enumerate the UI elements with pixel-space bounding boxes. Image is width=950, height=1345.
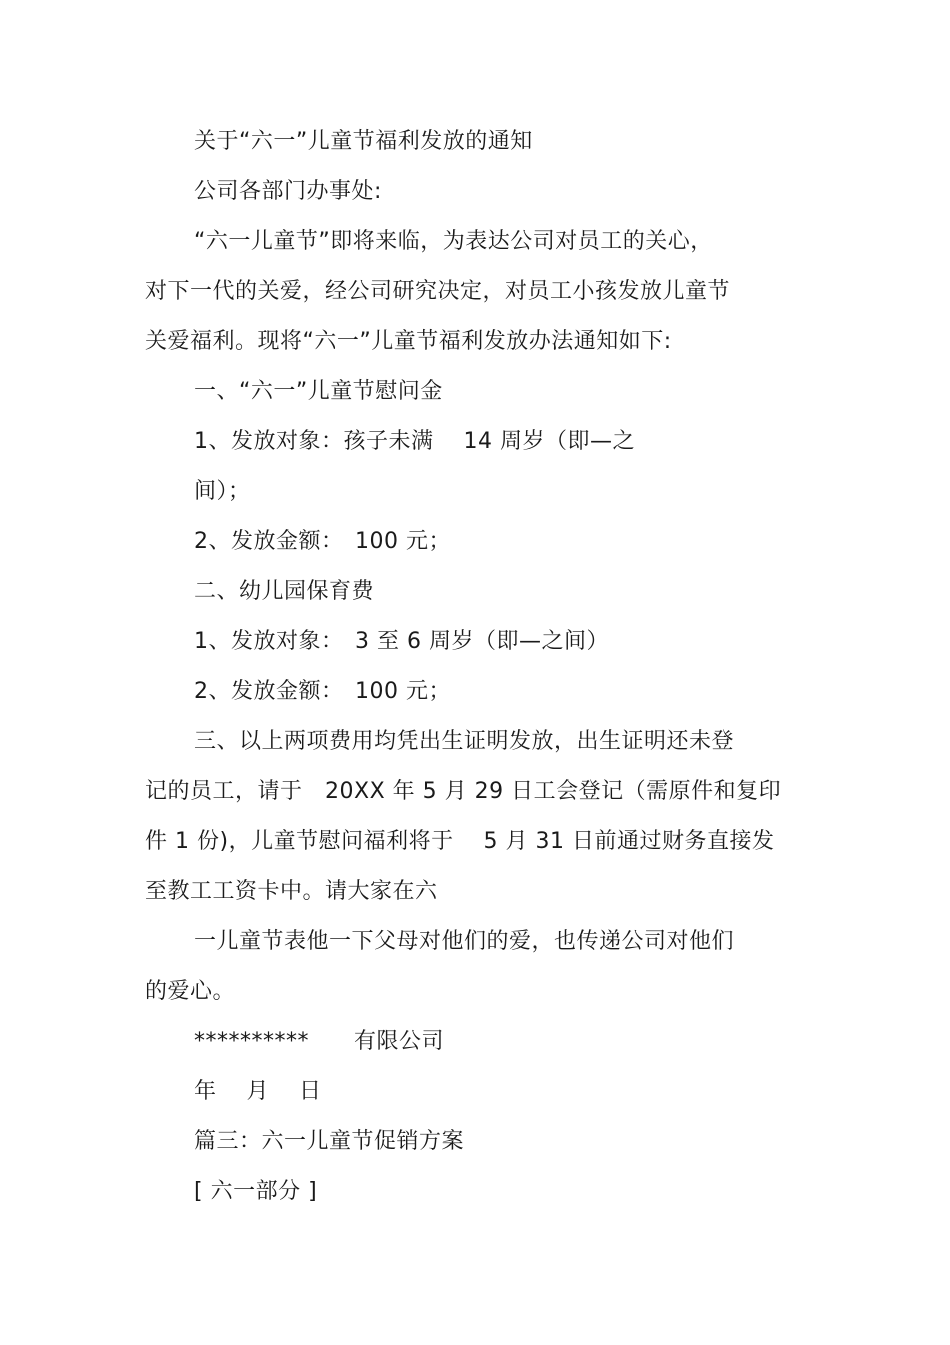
date-line: 年 月 日 — [194, 1079, 322, 1104]
body-paragraph-line: 一儿童节表他一下父母对他们的爱，也传递公司对他们 — [194, 929, 735, 954]
section-heading: 一、“六一”儿童节慰问金 — [194, 379, 443, 404]
body-paragraph-line: 件 1 份)，儿童节慰问福利将于 5 月 31 日前通过财务直接发 — [145, 829, 775, 854]
chapter-heading: 篇三：六一儿童节促销方案 — [194, 1129, 465, 1154]
list-item: 2、发放金额： 100 元； — [194, 529, 451, 554]
body-paragraph-line: “六一儿童节”即将来临，为表达公司对员工的关心， — [194, 229, 713, 254]
company-signature: ********** 有限公司 — [194, 1029, 445, 1054]
section-label: [ 六一部分 ] — [194, 1179, 318, 1204]
list-item: 1、发放对象： 3 至 6 周岁（即—之间） — [194, 629, 609, 654]
body-paragraph-line: 至教工工资卡中。请大家在六 — [145, 879, 438, 904]
list-item: 1、发放对象：孩子未满 14 周岁（即—之 — [194, 429, 635, 454]
list-item: 2、发放金额： 100 元； — [194, 679, 451, 704]
body-paragraph-line: 的爱心。 — [145, 979, 236, 1004]
section-heading: 三、以上两项费用均凭出生证明发放，出生证明还未登 — [194, 729, 735, 754]
body-paragraph-line: 对下一代的关爱，经公司研究决定，对员工小孩发放儿童节 — [145, 279, 731, 304]
body-paragraph-line: 记的员工，请于 20XX 年 5 月 29 日工会登记（需原件和复印 — [145, 779, 782, 804]
list-item-continuation: 间）； — [194, 479, 251, 504]
notice-title: 关于“六一”儿童节福利发放的通知 — [194, 129, 533, 154]
salutation: 公司各部门办事处: — [194, 179, 382, 204]
body-paragraph-line: 关爱福利。现将“六一”儿童节福利发放办法通知如下: — [145, 329, 672, 354]
section-heading: 二、幼儿园保育费 — [194, 579, 375, 604]
